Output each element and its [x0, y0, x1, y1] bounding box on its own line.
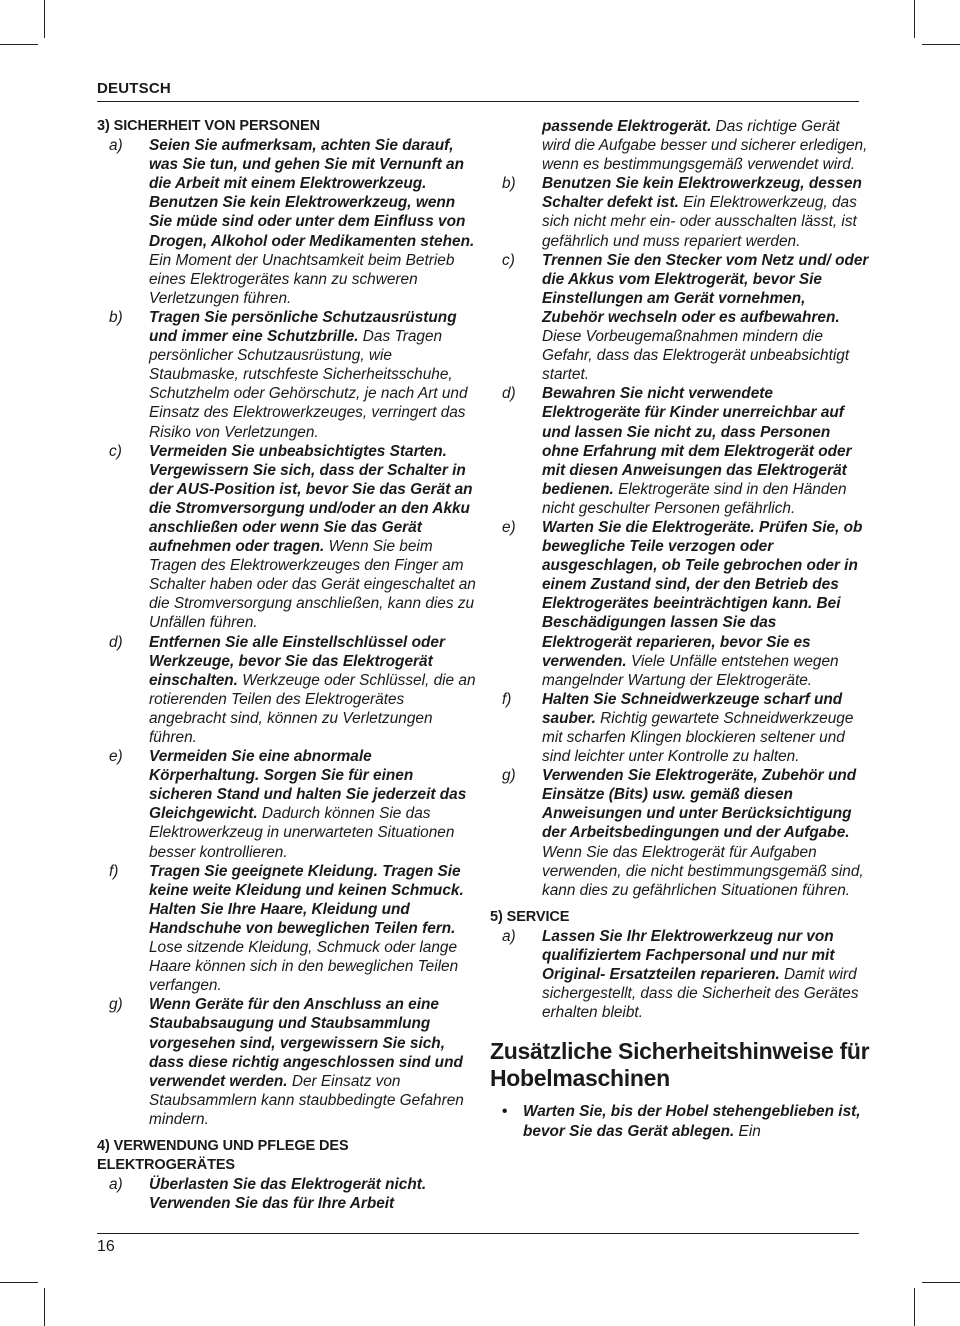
- list-item: [97, 136, 477, 308]
- item-text: Werkzeuge oder Schlüssel, die an rotierenden Teilen des Elektrogerätes angebracht sind, können zu Verletzungen führen.: [149, 671, 476, 746]
- section-heading-use-and-care: 4) VERWENDUNG UND PFLEGE DES ELEKTROGERÄTES: [97, 1137, 349, 1174]
- item-text: Viele Unfälle entstehen wegen mangelnder Wartung der Elektrogeräte.: [542, 652, 839, 689]
- crop-mark: [914, 1288, 915, 1326]
- section-heading-personal-safety: 3) SICHERHEIT VON PERSONEN: [97, 118, 320, 134]
- item-bold-text: Halten Sie Schneidwerkzeuge scharf und sauber.: [542, 690, 843, 727]
- left-column: [97, 117, 477, 1213]
- list-item: [97, 995, 477, 1129]
- bullet-dot-icon: •: [502, 1103, 508, 1121]
- additional-safety-title: Zusätzliche Sicherheitshinweise für Hobelmaschinen: [490, 1038, 870, 1092]
- item-text: Ein Elektrowerkzeug, das sich nicht mehr ein- oder ausschalten lässt, ist gefährlich und muss repariert werden.: [542, 194, 857, 250]
- item-marker: a): [109, 1176, 123, 1194]
- right-column: [490, 117, 870, 1141]
- item-marker: d): [109, 633, 123, 651]
- item-bold-text: Vermeiden Sie eine abnormale Körperhaltung. Sorgen Sie für einen sicheren Stand und halten Sie jederzeit das Gleichgewicht.: [149, 748, 467, 823]
- list-item: [490, 518, 870, 690]
- list-item: [490, 766, 870, 900]
- item-bold-text: Verwenden Sie Elektrogeräte, Zubehör und Einsätze (Bits) usw. gemäß diesen Anweisungen und unter Berücksichtigung der Arbeitsbedingungen und der Aufgabe.: [542, 767, 857, 842]
- list-item: [97, 308, 477, 442]
- item-text: Wenn Sie das Elektrogerät für Aufgaben verwenden, die nicht bestimmungsgemäß sind, kann dies zu gefährlichen Situationen führen.: [542, 843, 864, 899]
- list-item: [490, 690, 870, 766]
- section-heading-service: 5) SERVICE: [490, 908, 570, 925]
- footer-divider: [97, 1233, 859, 1234]
- item-text: Das Tragen persönlicher Schutzausrüstung, wie Staubmaske, rutschfeste Sicherheitsschuhe, Schutzhelm oder Gehörschutz, je nach Art und Einsatz des Elektrowerkzeuges, verringert das Risiko von Verletzungen.: [149, 328, 468, 441]
- list-item: [97, 862, 477, 996]
- list-item: [490, 251, 870, 385]
- item-marker: e): [502, 518, 516, 536]
- item-marker: a): [109, 137, 123, 155]
- crop-mark: [44, 1288, 45, 1326]
- crop-mark: [44, 0, 45, 38]
- item-bold-text: Tragen Sie persönliche Schutzausrüstung und immer eine Schutzbrille.: [149, 308, 457, 346]
- item-text: Ein Moment der Unachtsamkeit beim Betrieb eines Elektrogerätes kann zu schweren Verletzungen führen.: [149, 251, 455, 307]
- list-item: [97, 442, 477, 633]
- crop-mark: [0, 1282, 38, 1283]
- item-bold-text: Vermeiden Sie unbeabsichtigtes Starten. Vergewissern Sie sich, dass der Schalter in der AUS-Position ist, bevor Sie das Gerät an die Stromversorgung und/oder an den Akku anschließen oder wenn Sie das Gerät aufnehmen oder tragen.: [149, 442, 473, 556]
- item-marker: c): [109, 442, 122, 460]
- item-text: Das richtige Gerät wird die Aufgabe besser und sicherer erledigen, wenn es bestimmungsgemäß verwendet wird.: [542, 118, 868, 174]
- item-text: Damit wird sichergestellt, dass die Sicherheit des Gerätes erhalten bleibt.: [542, 966, 859, 1022]
- item-bold-text: Überlasten Sie das Elektrogerät nicht. Verwenden Sie das für Ihre Arbeit: [149, 1176, 427, 1213]
- language-header: DEUTSCH: [97, 80, 171, 97]
- item-marker: g): [109, 996, 123, 1014]
- item-bold-text: Benutzen Sie kein Elektrowerkzeug, dessen Schalter defekt ist.: [542, 175, 862, 212]
- crop-mark: [0, 44, 38, 45]
- list-item: [490, 384, 870, 518]
- item-bold-text: Seien Sie aufmerksam, achten Sie darauf, was Sie tun, und gehen Sie mit Vernunft an die Arbeit mit einem Elektrowerkzeug. Benutzen Sie kein Elektrowerkzeug, wenn Sie müde sind oder unter dem Einfluss von Drogen, Alkohol oder Medikamenten stehen.: [149, 137, 475, 250]
- header-divider: [97, 101, 859, 102]
- item-marker: b): [502, 175, 516, 193]
- item-marker: d): [502, 385, 516, 403]
- crop-mark: [914, 0, 915, 38]
- item-bold-text: Entfernen Sie alle Einstellschlüssel oder Werkzeuge, bevor Sie das Elektrogerät einschalten.: [149, 633, 445, 689]
- item-text: Richtig gewartete Schneidwerkzeuge mit scharfen Klingen blockieren seltener und sind leichter unter Kontrolle zu halten.: [542, 709, 854, 766]
- list-item: [490, 174, 870, 250]
- list-item: [97, 747, 477, 862]
- item-marker: g): [502, 767, 516, 785]
- item-text: Ein: [734, 1122, 761, 1140]
- list-item: [490, 927, 870, 1022]
- list-item: [97, 633, 477, 748]
- item-bold-text: Bewahren Sie nicht verwendete Elektrogeräte für Kinder unerreichbar auf und lassen Sie nicht zu, dass Personen ohne Erfahrung mit dem Elektrogerät oder mit diesen Anweisungen das Elektrogerät bedienen.: [542, 385, 852, 498]
- item-text: Der Einsatz von Staubsammlern kann staubbedingte Gefahren mindern.: [149, 1072, 464, 1128]
- crop-mark: [922, 1282, 960, 1283]
- item-text: Diese Vorbeugemaßnahmen mindern die Gefahr, dass das Elektrogerät unbeabsichtigt startet.: [542, 328, 850, 384]
- item-text: Wenn Sie beim Tragen des Elektrowerkzeuges den Finger am Schalter haben oder das Gerät eingeschaltet an die Stromversorgung anschließen, kann dies zu Unfällen führen.: [149, 538, 476, 632]
- item-marker: e): [109, 748, 123, 766]
- list-item: [97, 1175, 477, 1213]
- item-bold-text: Warten Sie, bis der Hobel stehengeblieben ist, bevor Sie das Gerät ablegen.: [523, 1103, 861, 1140]
- item-bold-text: Warten Sie die Elektrogeräte. Prüfen Sie, ob bewegliche Teile verzogen oder ausgeschlagen, ob Teile gebrochen oder in einem Zustand sind, der den Betrieb des Elektrogerätes beeinträchtigen kann. Bei Beschädigungen lassen Sie das Elektrogerät reparieren, bevor Sie es verwenden.: [542, 518, 863, 670]
- item-marker: c): [502, 251, 515, 269]
- item-bold-text: passende Elektrogerät.: [542, 118, 712, 135]
- item-marker: a): [502, 927, 516, 945]
- page-number: 16: [97, 1238, 115, 1255]
- item-marker: f): [109, 862, 119, 880]
- item-bold-text: Tragen Sie geeignete Kleidung. Tragen Sie keine weite Kleidung und keinen Schmuck. Halten Sie Ihre Haare, Kleidung und Handschuhe von beweglichen Teilen fern.: [149, 862, 464, 937]
- list-item-continued: [490, 117, 870, 174]
- item-marker: b): [109, 308, 123, 326]
- item-text: Dadurch können Sie das Elektrowerkzeug in unerwarteten Situationen besser kontrollieren.: [149, 805, 455, 861]
- item-text: Lose sitzende Kleidung, Schmuck oder lange Haare können sich in den beweglichen Teilen verfangen.: [149, 939, 459, 995]
- bullet-item: [490, 1102, 870, 1140]
- item-bold-text: Wenn Geräte für den Anschluss an eine Staubabsaugung und Staubsammlung vorgesehen sind, vergewissern Sie sich, dass diese richtig angeschlossen sind und verwendet werden.: [149, 996, 463, 1090]
- item-bold-text: Lassen Sie Ihr Elektrowerkzeug nur von qualifiziertem Fachpersonal und nur mit Original- Ersatzteilen reparieren.: [542, 927, 835, 984]
- item-marker: f): [502, 690, 512, 708]
- item-text: Elektrogeräte sind in den Händen nicht geschulter Personen gefährlich.: [542, 480, 847, 517]
- item-bold-text: Trennen Sie den Stecker vom Netz und/ oder die Akkus vom Elektrogerät, bevor Sie Einstellungen am Gerät vornehmen, Zubehör wechseln oder es aufbewahren.: [542, 251, 869, 326]
- crop-mark: [922, 44, 960, 45]
